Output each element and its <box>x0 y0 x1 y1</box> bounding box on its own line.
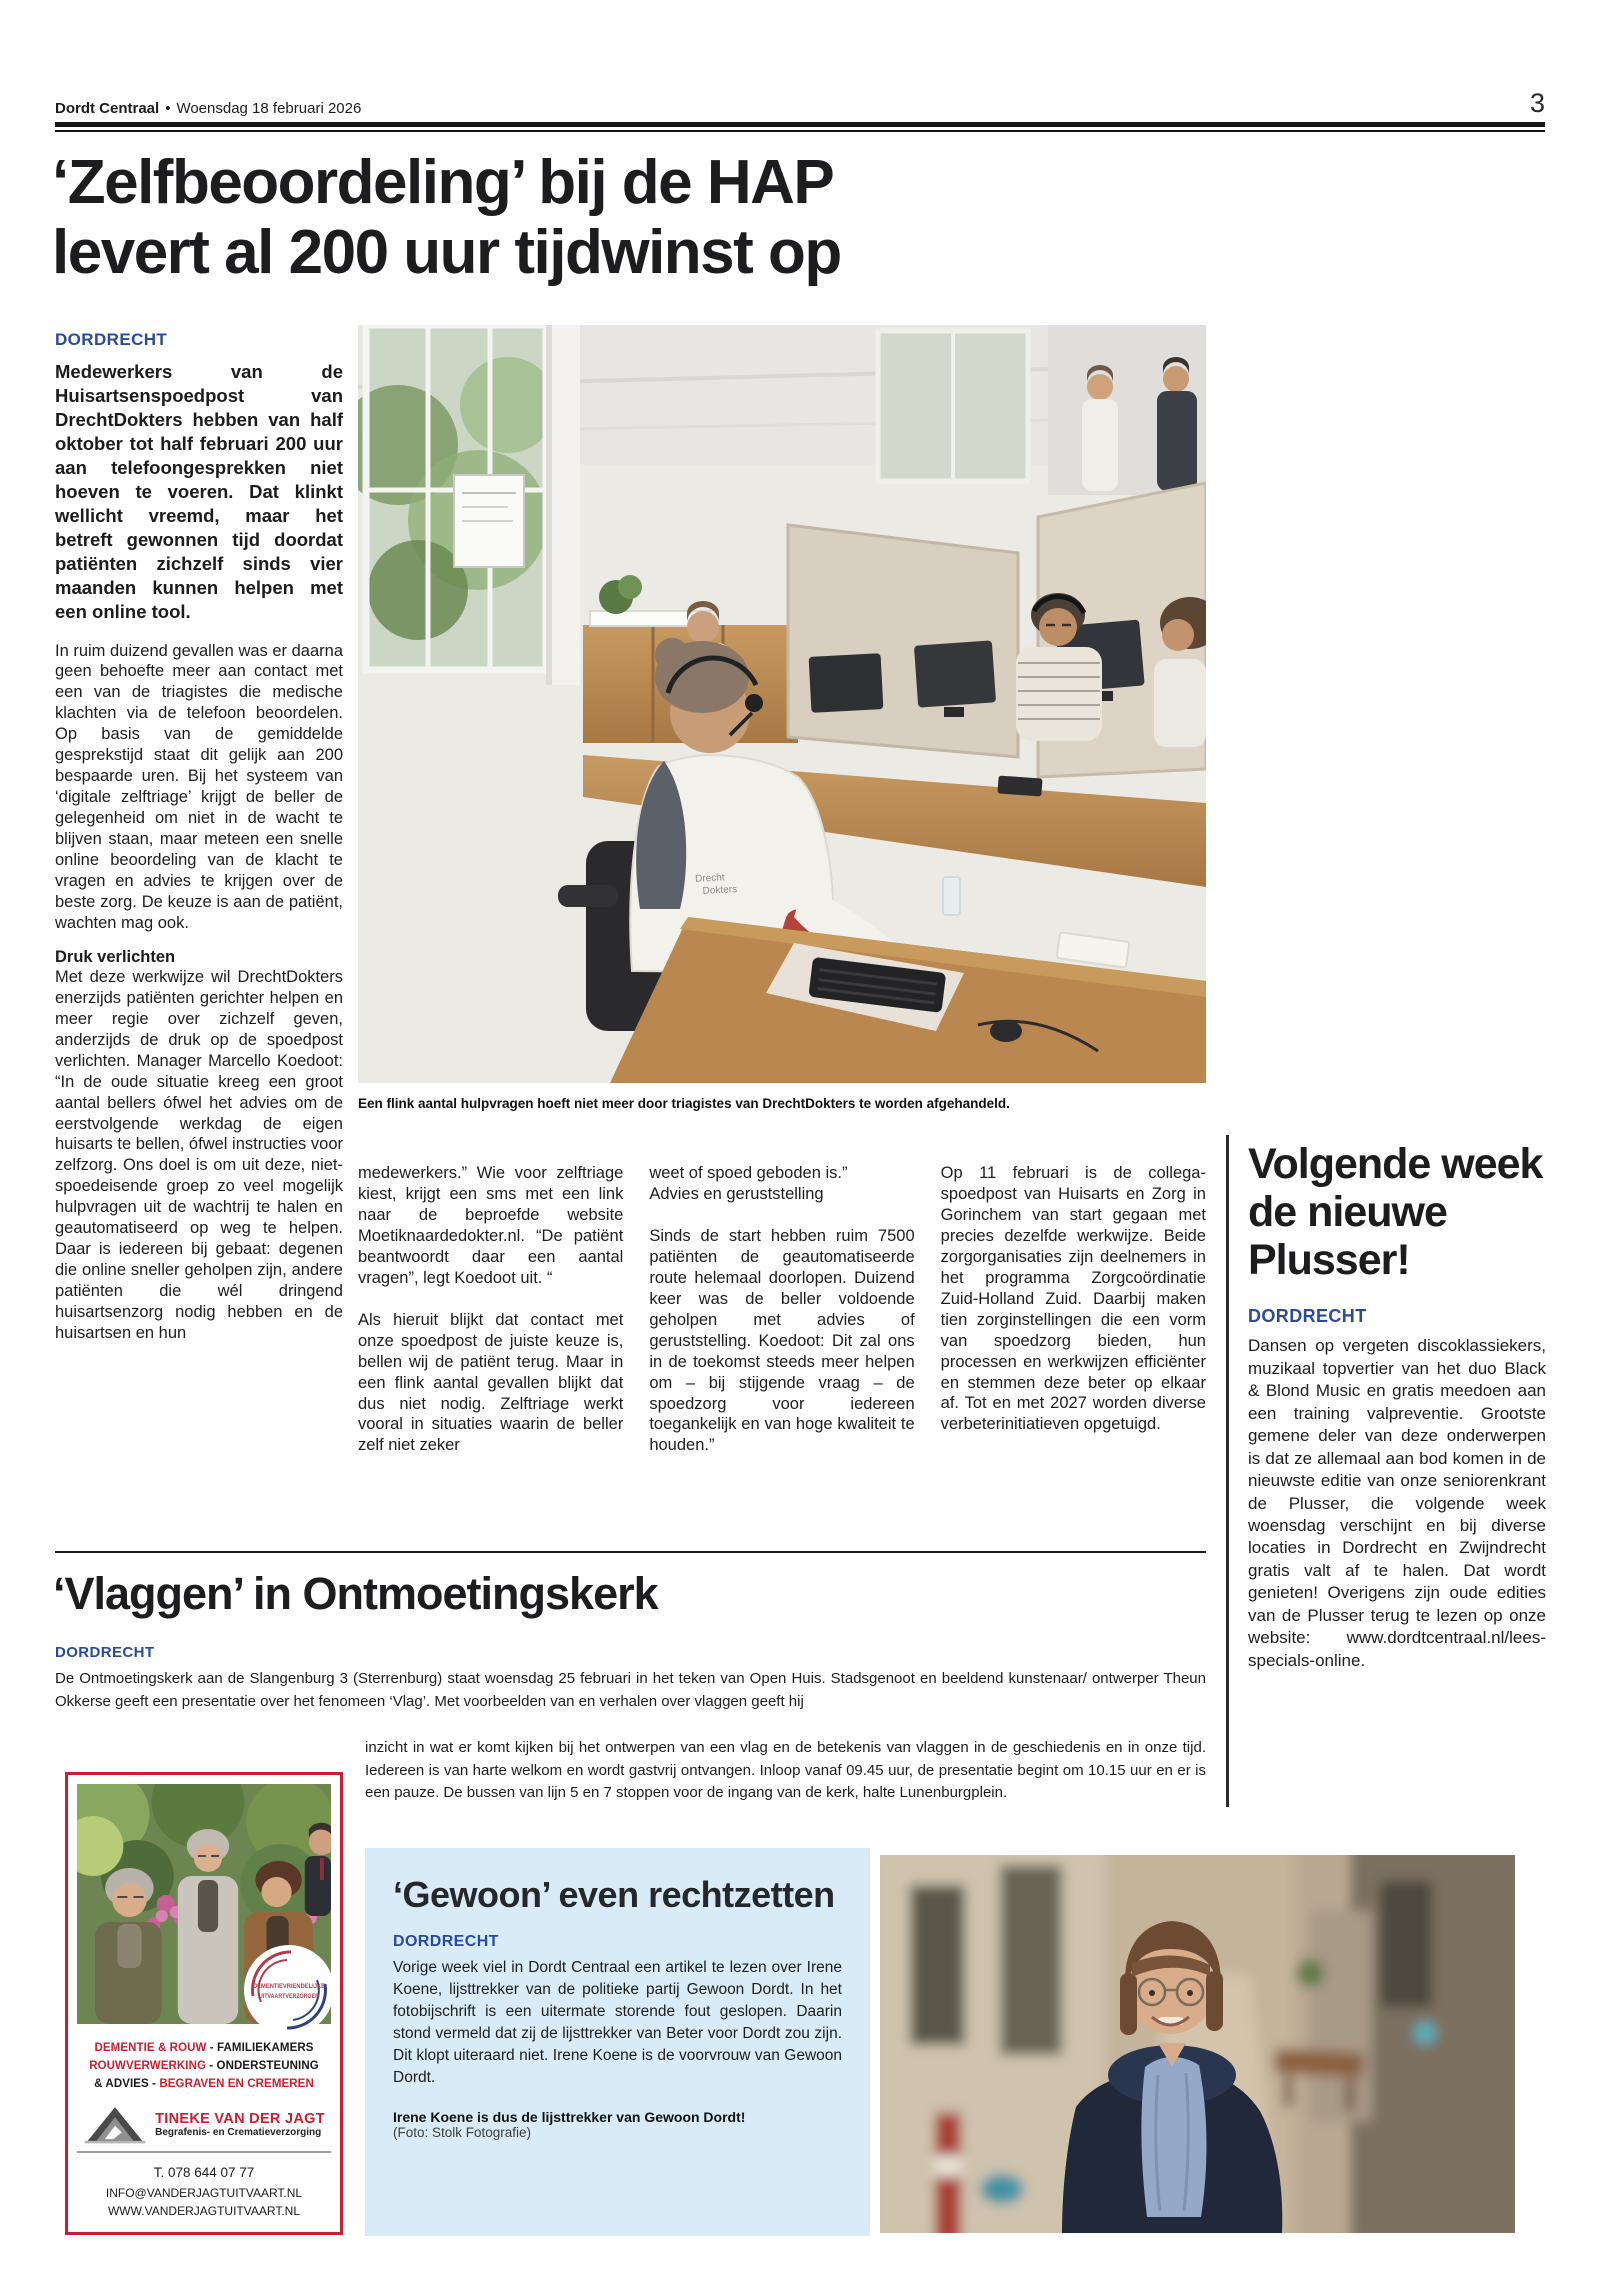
dateline: DORDRECHT <box>55 1644 155 1661</box>
article-subhead: Druk verlichten <box>55 947 176 966</box>
funeral-services-advert[interactable] <box>65 1772 343 2235</box>
dateline: DORDRECHT <box>55 330 168 349</box>
main-article-column-4 <box>941 1163 1206 1456</box>
advert-services-text <box>77 2040 331 2093</box>
irene-photo-illustration <box>880 1855 1515 2233</box>
shirt-logo-text-2: Dokters <box>702 884 738 897</box>
gewoon-photo-credit: (Foto: Stolk Fotografie) <box>393 2125 532 2141</box>
header-rule-thin <box>55 130 1545 132</box>
vlaggen-headline: ‘Vlaggen’ in Ontmoetingskerk <box>53 1568 658 1619</box>
masthead-line <box>55 100 361 117</box>
section-divider-rule <box>55 1551 1206 1553</box>
service-black: - FAMILIEKAMERS <box>206 2042 314 2054</box>
service-red: BEGRAVEN EN CREMEREN <box>159 2077 314 2090</box>
service-red: DEMENTIE & ROUW <box>94 2042 207 2054</box>
newspaper-brand: Dordt Centraal <box>55 100 160 117</box>
dementia-friendly-badge <box>243 1944 335 2036</box>
article-paragraph: medewerkers.” Wie voor zelftriage kiest, krijgt een sms met een link naar de beproefde website Moetiknaardedokter.nl. “De patiënt beantwoordt daar een aantal vragen”, legt Koedoot uit. “ <box>358 1164 624 1287</box>
advert-contact-block <box>77 2163 331 2219</box>
gewoon-headline: ‘Gewoon’ even rechtzetten <box>393 1874 835 1915</box>
advert-service-line <box>77 2058 331 2076</box>
shirt-logo-text-1: Drecht <box>694 872 725 885</box>
van-der-jagt-logo-icon <box>83 2103 147 2145</box>
article-lead: Medewerkers van de Huisartsenspoedpost van DrechtDokters hebben van half oktober tot half februari 200 uur aan telefoongesprekken niet hoeven te voeren. Dat klinkt wellicht vreemd, maar het betreft gewonnen tijd doordat patiënten zichzelf sinds vier maanden kunnen helpen met een online tool. <box>55 361 343 623</box>
article-line: weet of spoed geboden is.” <box>649 1164 848 1182</box>
article-paragraph: In ruim duizend gevallen was er daarna geen behoefte meer aan contact met een van de triagistes die medische klachten via de telefoon beoordelen. Op basis van de gemiddelde gesprekstijd staat dit gelijk aan 200 bespaarde uren. Bij het systeem van ‘digitale zelftriage’ krijgt de beller de gelegenheid om niet in de wacht te blijven staan, maar meteen een snelle online beoordeling van de klacht te vragen en advies te krijgen over de beste zorg. De keuze is aan de patiënt, wachten mag ook. <box>55 641 344 932</box>
main-article-headline <box>52 148 1332 288</box>
main-article-column-3 <box>649 1163 914 1456</box>
badge-text-2: UITVAARTVERZORGER <box>259 1993 320 2000</box>
headline-line-1: ‘Zelfbeoordeling’ bij de HAP <box>52 148 834 217</box>
article-paragraph: Sinds de start hebben ruim 7500 patiënten de geautomatiseerde route helemaal doorlopen. Duizend keer was de beller voldoende geholpen met advies of geruststelling. Koedoot: Dit zal ons in de toekomst steeds meer helpen om – bij stijgende vraag – de spoedzorg voor iedereen toegankelijk en van hoge kwaliteit te houden.” <box>649 1226 915 1455</box>
vlaggen-wrapped-paragraph: inzicht in wat er komt kijken bij het ontwerpen van een vlag en de betekenis van vlaggen in de geschiedenis en in onze tijd. Iedereen is van harte welkom en wordt gastvrij ontvangen. Inloop vanaf 09.45 uur, de presentatie begint om 10.15 uur en er is een pauze. De bussen van lijn 5 en 7 stoppen voor de ingang van de kerk, halte Lunenburgplein. <box>365 1739 1206 1801</box>
advert-website[interactable]: WWW.VANDERJAGTUITVAART.NL <box>107 2203 300 2218</box>
sidebar-headline: Volgende week de nieuwe Plusser! <box>1248 1140 1543 1285</box>
main-article-columns-2-4 <box>358 1163 1206 1456</box>
callcenter-photo-illustration <box>358 325 1206 1083</box>
service-black: - ONDERSTEUNING <box>206 2059 319 2072</box>
sidebar-divider-rule <box>1226 1135 1229 1807</box>
headline-line-2: levert al 200 uur tijdwinst op <box>52 218 841 288</box>
advert-logo-row <box>77 2103 331 2153</box>
irene-koene-photo <box>880 1855 1515 2233</box>
page-number: 3 <box>1529 88 1545 118</box>
main-article-column-1 <box>55 330 343 1344</box>
header-rule-thick <box>55 122 1545 127</box>
service-red: ROUWVERWERKING <box>89 2059 207 2072</box>
issue-date: Woensdag 18 februari 2026 <box>176 100 362 117</box>
article-photo-callcenter <box>358 325 1206 1083</box>
article-inline-subhead: Advies en geruststelling <box>649 1184 824 1203</box>
sidebar-article-plusser <box>1248 1140 1546 1672</box>
dateline: DORDRECHT <box>1248 1306 1367 1327</box>
advert-brand-block <box>155 2111 325 2138</box>
article-paragraph: Met deze werkwijze wil DrechtDokters enerzijds patiënten gerichter helpen en meer regie over zichzelf geven, anderzijds de druk op de spoedpost verlichten. Manager Marcello Koedoot: “In de oude situatie kreeg een groot aantal bellers ófwel het advies om de eerstvolgende werkdag de eigen huisarts te bellen, ófwel instructies voor zelfzorg. Ons doel is om uit deze, niet-spoedeisende groep zo veel mogelijk hulpvragen uit de wachtrij te halen en geautomatiseerd op weg te helpen. Daar is iedereen bij gebaat: degenen die online sneller geholpen zijn, andere patiënten die wél dringend huisartsenzorg nodig hebben en de huisartsen en hun <box>55 967 343 1343</box>
gewoon-photo-caption: Irene Koene is dus de lijsttrekker van Gewoon Dordt! <box>393 2109 746 2126</box>
sidebar-body: Dansen op vergeten discoklassiekers, muzikaal topvertier van het duo Black & Blond Music en gratis meedoen aan een training valpreventie. Grootste gemene deler van deze onderwerpen is dat ze allemaal aan bod komen in de nieuwste editie van onze seniorenkrant de Plusser, die volgende week woensdag verschijnt en bij diverse locaties in Dordrecht en Zwijndrecht gratis valt af te halen. Dat wordt genieten! Overigens zijn oude edities van de Plusser terug te lezen op onze website: www.dordtcentraal.nl/lees-specials-online. <box>1248 1336 1546 1670</box>
page-header <box>55 90 1545 117</box>
advert-service-line <box>77 2040 331 2058</box>
gewoon-article-box <box>365 1848 870 2236</box>
header-separator: • <box>165 100 171 117</box>
dateline: DORDRECHT <box>393 1933 499 1951</box>
advert-brand-name: TINEKE VAN DER JAGT <box>155 2110 325 2127</box>
main-article-column-2 <box>358 1163 623 1456</box>
advert-service-line <box>77 2076 331 2094</box>
vlaggen-intro-paragraph: De Ontmoetingskerk aan de Slangenburg 3 (Sterrenburg) staat woensdag 25 februari in het teken van Open Huis. Stadsgenoot en beeldend kunstenaar/ ontwerper Theun Okkerse geeft een presentatie over het fenomeen ‘Vlag’. Met voorbeelden van en verhalen over vlaggen geeft hij <box>55 1670 1206 1710</box>
advert-email[interactable]: INFO@VANDERJAGTUITVAART.NL <box>105 2185 303 2200</box>
advert-phone[interactable]: T. 078 644 07 77 <box>153 2165 255 2181</box>
badge-text-1: DEMENTIEVRIENDELIJKE <box>253 1983 325 1990</box>
advert-brand-subtitle: Begrafenis- en Crematieverzorging <box>155 2126 322 2138</box>
badge-illustration <box>243 1944 335 2036</box>
article-paragraph: Als hieruit blijkt dat contact met onze spoedpost de juiste keuze is, bellen wij de patiënt terug. Maar in een flink aantal gevallen blijkt dat dus niet nodig. Zelftriage werkt vooral in situaties waarin de beller zelf niet zeker <box>358 1310 624 1455</box>
photo-caption: Een flink aantal hulpvragen hoeft niet meer door triagistes van DrechtDokters te worden afgehandeld. <box>358 1096 1010 1111</box>
service-black: & ADVIES - <box>94 2077 160 2090</box>
gewoon-body: Vorige week viel in Dordt Centraal een artikel te lezen over Irene Koene, lijsttrekker van de politieke partij Gewoon Dordt. In het fotobijschrift is een uitermate storende fout geslopen. Daarin stond vermeld dat zij de lijsttrekker van Beter voor Dordt zou zijn. Dit klopt uiteraard niet. Irene Koene is de voorvrouw van Gewoon Dordt. <box>393 1959 842 2087</box>
article-paragraph: Op 11 februari is de collega-spoedpost van Huisarts en Zorg in Gorinchem van start gegaan met precies dezelfde werkwijze. Beide zorgorganisaties zijn deelnemers in het programma Zorgcoördinatie Zuid-Holland Zuid. Daarbij maken tien zorginstellingen die een vorm van spoedzorg bieden, hun processen en werkwijzen efficiënter en stemmen deze beter op elkaar af. Tot en met 2027 worden diverse verbeterinitiatieven opgetuigd. <box>940 1164 1206 1434</box>
advert-photo <box>77 1784 331 2024</box>
